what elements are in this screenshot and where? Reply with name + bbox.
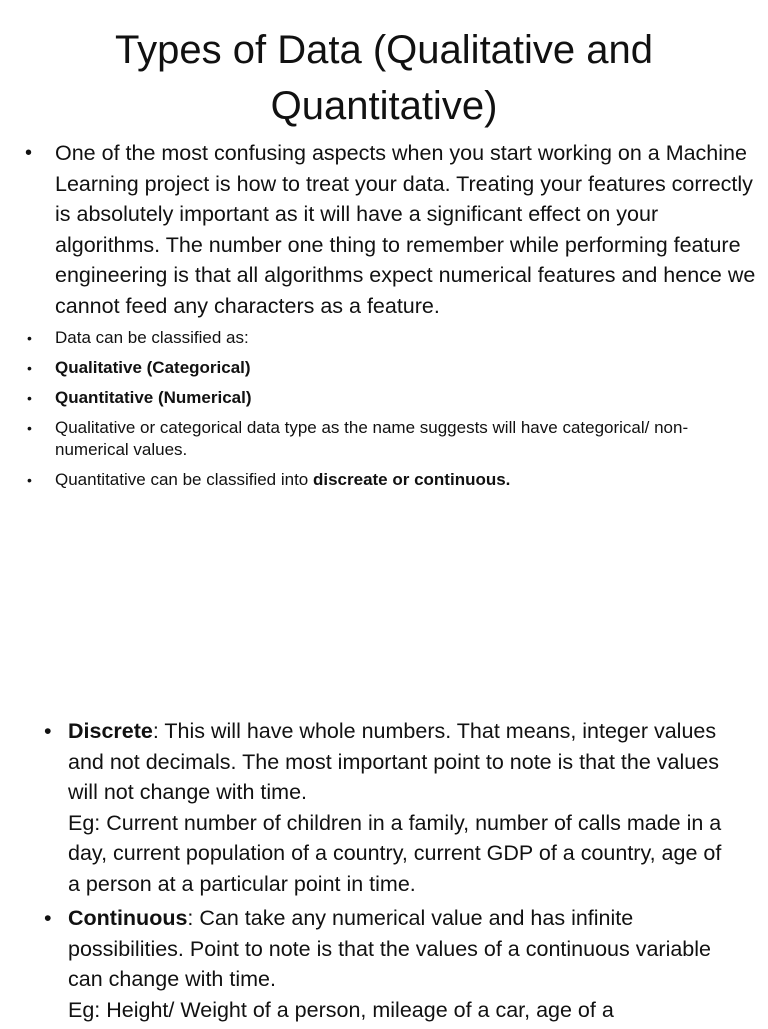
bullet-discrete (0, 716, 768, 899)
discrete-example: Eg: Current number of children in a family, number of calls made in a day, current population of a country, current GDP of a country, age of a person at a particular point in time. (68, 810, 722, 896)
slide-title (0, 22, 768, 134)
intro-text: One of the most confusing aspects when you start working on a Machine Learning project is how to treat your data. Treating your features correctly is absolutely important as it will have a significant effect on your algorithms. The number one thing to remember while performing feature engineering is that all algorithms expect numerical features and hence we cannot feed any characters as a feature. (55, 141, 756, 318)
bullet-dot: • (27, 390, 32, 406)
bullet-quantitative (0, 387, 768, 409)
classified-as-text: Data can be classified as: (55, 328, 249, 347)
bullet-continuous (0, 903, 768, 1025)
discrete-text: : This will have whole numbers. That means, integer values and not decimals. The most important point to note is that the values will not change with time. (68, 719, 719, 804)
bullet-classified-as (0, 327, 768, 349)
title-line-1: Types of Data (Qualitative and (114, 28, 654, 72)
qualitative-desc-text: Qualitative or categorical data type as the name suggests will have categorical/ non-numerical values. (55, 418, 689, 459)
bullet-dot: • (44, 719, 52, 743)
bullet-dot: • (27, 330, 32, 346)
continuous-definition (68, 903, 728, 995)
bullet-dot: • (27, 360, 32, 376)
continuous-text: : Can take any numerical value and has infinite possibilities. Point to note is that the values of a continuous variable can change with time. (68, 906, 711, 991)
bullet-qualitative (0, 357, 768, 379)
bullet-list-main (0, 138, 768, 499)
quantitative-text: Quantitative (Numerical) (55, 388, 252, 407)
title-line-2: Quantitative) (270, 84, 498, 128)
bullet-list-secondary (0, 716, 768, 1029)
continuous-term: Continuous (68, 906, 188, 930)
bullet-intro (0, 138, 768, 321)
discrete-definition (68, 716, 728, 808)
quantitative-desc-bold: discreate or continuous. (312, 470, 511, 489)
quantitative-desc-prefix: Quantitative can be classified into (55, 470, 313, 489)
qualitative-text: Qualitative (Categorical) (55, 358, 251, 377)
bullet-dot: • (27, 472, 32, 488)
bullet-dot: • (44, 906, 52, 930)
bullet-dot: • (27, 420, 32, 436)
bullet-quantitative-desc (0, 469, 768, 491)
bullet-qualitative-desc (0, 417, 768, 461)
discrete-term: Discrete (68, 719, 153, 743)
bullet-dot: • (25, 142, 33, 164)
continuous-example: Eg: Height/ Weight of a person, mileage of a car, age of a (68, 997, 614, 1022)
